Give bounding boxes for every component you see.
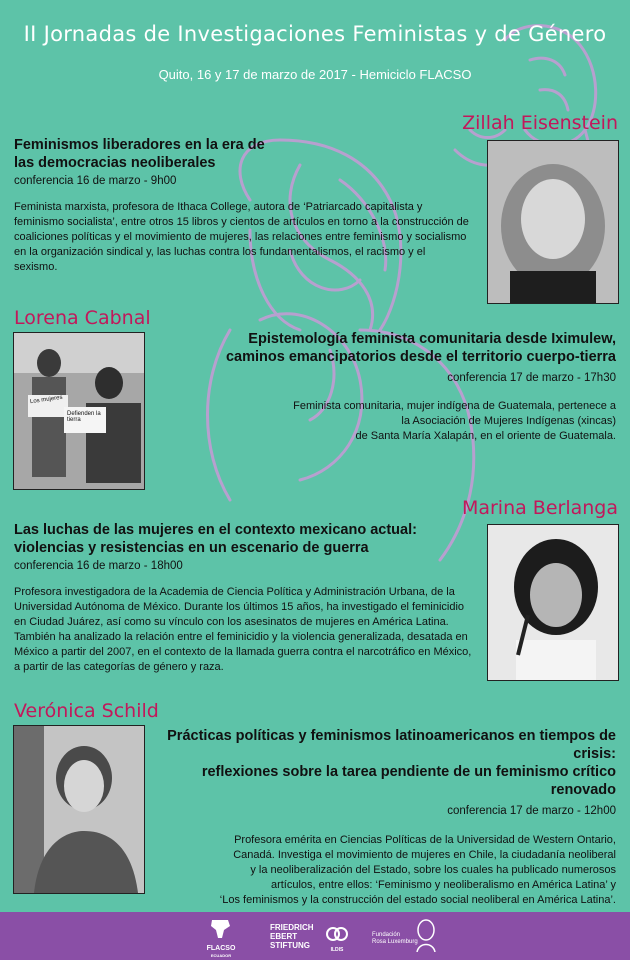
flacso-map-icon [208, 918, 234, 940]
sign-text: Los mujeres [29, 394, 63, 406]
talk-title-line: Epistemología feminista comunitaria desde Iximulew, [248, 331, 616, 347]
event-subtitle: Quito, 16 y 17 de marzo de 2017 - Hemiciclo FLACSO [158, 67, 472, 82]
talk-title-line: Prácticas políticas y feminismos latinoamericanos en tiempos de crisis: [167, 728, 616, 762]
talk-title-line: violencias y resistencias en un escenario de guerra [14, 540, 369, 556]
speaker-photo-zillah-eisenstein [487, 140, 619, 304]
talk-description-line: Feminista comunitaria, mujer indígena de Guatemala, pertenece a [293, 400, 616, 412]
talk-title-line: caminos emancipatorios desde el territorio cuerpo-tierra [225, 349, 616, 365]
portrait-illustration [14, 726, 144, 893]
talk-description-line: Profesora emérita en Ciencias Políticas de la Universidad de Western Ontario, [234, 834, 616, 846]
sponsor-footer [0, 912, 630, 960]
speaker-name-zillah-eisenstein: Zillah Eisenstein [462, 112, 618, 134]
talk-schedule: conferencia 17 de marzo - 17h30 [447, 372, 616, 384]
talk-description-line: de Santa María Xalapán, en el oriente de Guatemala. [355, 430, 616, 442]
talk-description-line: y la neoliberalización del Estado, sobre los cuales ha publicado numerosos [250, 864, 616, 876]
speaker-photo-marina-berlanga [487, 524, 619, 681]
talk-description-line: la Asociación de Mujeres Indígenas (xincas) [401, 415, 616, 427]
talk-description-line: Canadá. Investiga el movimiento de mujeres en Chile, la ciudadanía neoliberal [233, 849, 616, 861]
speaker-name-marina-berlanga: Marina Berlanga [461, 497, 618, 519]
speaker-photo-lorena-cabnal [13, 332, 145, 490]
rosa-luxemburg-portrait-icon [415, 918, 437, 952]
portrait-illustration [488, 141, 618, 303]
sign-text: Defienden la tierra [67, 411, 101, 423]
speaker-name-veronica-schild: Verónica Schild [14, 700, 159, 722]
talk-schedule: conferencia 16 de marzo - 18h00 [14, 560, 183, 572]
talk-title-line: reflexiones sobre la tarea pendiente de un feminismo crítico renovado [201, 764, 616, 798]
flacso-logo: FLACSO ECUADOR [204, 918, 238, 958]
talk-description: Profesora investigadora de la Academia de Ciencia Política y Administración Urbana, de la Universidad Autónoma de México. Durante los últimos 15 años, ha investigado el feminicidio en Ciudad Juárez, así como su vínculo con los asesinatos de mujeres en América Latina. También ha analizado la relación entre el feminicidio y la violencia generalizada, desatada en México a partir del 2007, en el contexto de la llamada guerra contra el narcotráfico en México, a partir de las categorías de género y raza. [14, 586, 472, 673]
fes-logo: FRIEDRICH EBERT STIFTUNG [270, 923, 314, 950]
speaker-photo-veronica-schild [13, 725, 145, 894]
portrait-illustration [488, 525, 618, 680]
talk-description-line: artículos, entre ellos: ‘Feminismo y neoliberalismo en América Latina’ y [270, 879, 616, 891]
talk-title-line: Feminismos liberadores en la era de [14, 137, 265, 153]
talk-description-line: ‘Los feminismos y la construcción del estado social neoliberal en América Latina’. [219, 894, 616, 906]
speaker-name-lorena-cabnal: Lorena Cabnal [14, 307, 151, 329]
ildis-icon [326, 926, 348, 942]
ildis-logo: ILDIS [326, 926, 348, 953]
talk-title-line: las democracias neoliberales [14, 155, 216, 171]
event-title: II Jornadas de Investigaciones Feministas y de Género [23, 22, 607, 46]
talk-title-line: Las luchas de las mujeres en el contexto mexicano actual: [14, 522, 417, 538]
talk-schedule: conferencia 17 de marzo - 12h00 [447, 805, 616, 817]
rosa-luxemburg-logo: Fundación Rosa Luxemburg [372, 932, 418, 945]
talk-schedule: conferencia 16 de marzo - 9h00 [14, 175, 177, 187]
talk-description: Feminista marxista, profesora de Ithaca College, autora de ‘Patriarcado capitalista y feminismo socialista’, entre otros 15 libros y cientos de artículos en torno a la construcción de coaliciones políticas y el movimiento de mujeres, las relaciones entre feminismo y socialismo en la organización sindical y, las luchas contra los fundamentalismos, el racismo y el sexismo. [14, 201, 469, 273]
